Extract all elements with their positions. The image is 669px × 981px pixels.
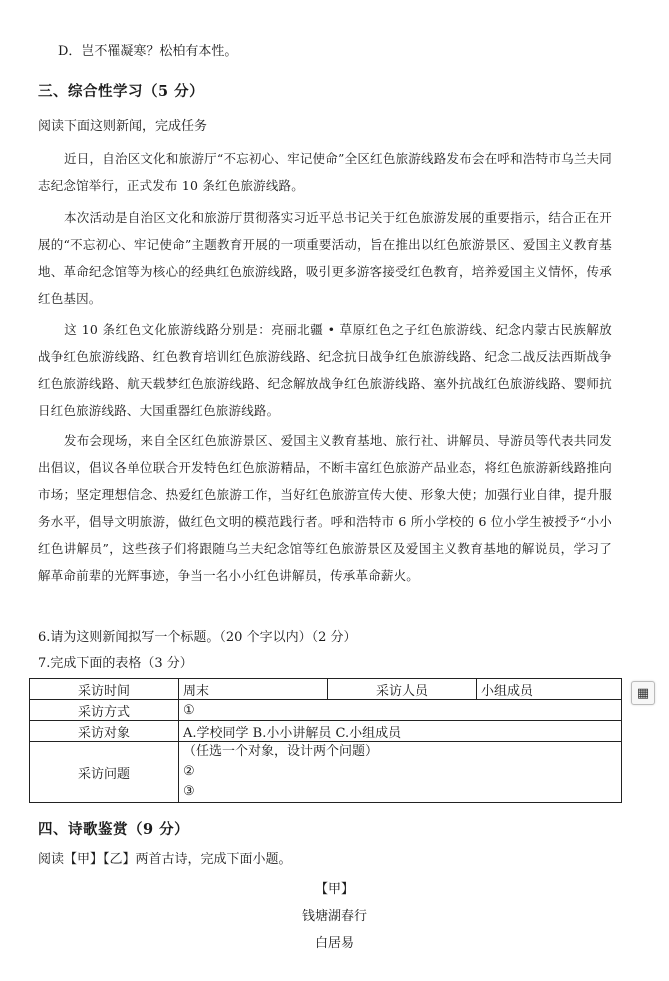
poem-author: 白居易 bbox=[314, 936, 354, 951]
method-label: 采访方式 bbox=[30, 700, 179, 721]
section3-title: 三、综合性学习（5 分） bbox=[38, 83, 205, 100]
section4-title: 四、诗歌鉴赏（9 分） bbox=[38, 821, 190, 838]
table-row bbox=[30, 721, 622, 742]
news-paragraph-4 bbox=[38, 427, 612, 589]
question-3: ③ bbox=[183, 784, 195, 799]
news-paragraph-3 bbox=[38, 316, 612, 424]
news-paragraph-1 bbox=[38, 145, 612, 199]
news-paragraph-1-text: 近日，自治区文化和旅游厅“不忘初心、牢记使命”全区红色旅游线路发布会在呼和浩特市乌兰夫同志纪念馆举行，正式发布 10 条红色旅游线路。 bbox=[38, 151, 612, 193]
news-paragraph-3-text: 这 10 条红色文化旅游线路分别是：亮丽北疆 • 草原红色之子红色旅游线、纪念内蒙古民族解放战争红色旅游线路、红色教育培训红色旅游线路、纪念抗日战争红色旅游线路、纪念二战反法西斯战争红色旅游线路、航天载梦红色旅游线路、纪念解放战争红色旅游线路、塞外抗战红色旅游线路、婴师抗日红色旅游线路、大国重器红色旅游线路。 bbox=[38, 322, 612, 418]
calculator-icon[interactable]: ▦ bbox=[631, 681, 655, 705]
question-7: 7.完成下面的表格（3 分） bbox=[38, 656, 193, 671]
poem-title: 钱塘湖春行 bbox=[301, 909, 367, 924]
question-6: 6.请为这则新闻拟写一个标题。（20 个字以内）（2 分） bbox=[38, 630, 357, 645]
question-label: 采访问题 bbox=[30, 742, 179, 803]
question-hint: （任选一个对象，设计两个问题） bbox=[183, 744, 379, 759]
table-row bbox=[30, 700, 622, 721]
option-d: D．岂不罹凝寒？松柏有本性。 bbox=[58, 44, 238, 59]
question-2: ② bbox=[183, 764, 195, 779]
table-row bbox=[30, 679, 622, 700]
news-paragraph-4-text: 发布会现场，来自全区红色旅游景区、爱国主义教育基地、旅行社、讲解员、导游员等代表共同发出倡议，倡议各单位联合开发特色红色旅游精品，不断丰富红色旅游产品业态，将红色旅游新线路推向市场；坚定理想信念、热爱红色旅游工作，当好红色旅游宣传大使、形象大使；加强行业自律，提升服务水平，倡导文明旅游，做红色文明的模范践行者。呼和浩特市 6 所小学校的 6 位小学生被授予“小小红色讲解员”，这些孩子们将跟随乌兰夫纪念馆等红色旅游景区及爱国主义教育基地的解说员，学习了解革命前辈的光辉事迹，争当一名小小红色讲解员，传承革命薪火。 bbox=[38, 433, 612, 583]
table-row bbox=[30, 742, 622, 803]
news-paragraph-2 bbox=[38, 204, 612, 312]
method-value[interactable]: ① bbox=[179, 700, 622, 721]
time-label: 采访时间 bbox=[30, 679, 179, 700]
target-label: 采访对象 bbox=[30, 721, 179, 742]
question-cell[interactable] bbox=[179, 742, 622, 803]
section3-intro: 阅读下面这则新闻，完成任务 bbox=[38, 119, 208, 134]
section4-intro: 阅读【甲】【乙】两首古诗，完成下面小题。 bbox=[38, 852, 292, 867]
person-value: 小组成员 bbox=[477, 679, 622, 700]
target-value: A.学校同学 B.小小讲解员 C.小组成员 bbox=[179, 721, 622, 742]
poem-tag: 【甲】 bbox=[314, 882, 354, 897]
time-value: 周末 bbox=[179, 679, 328, 700]
person-label: 采访人员 bbox=[328, 679, 477, 700]
news-paragraph-2-text: 本次活动是自治区文化和旅游厅贯彻落实习近平总书记关于红色旅游发展的重要指示，结合正在开展的“不忘初心、牢记使命”主题教育开展的一项重要活动，旨在推出以红色旅游景区、爱国主义教育基地、革命纪念馆等为核心的经典红色旅游线路，吸引更多游客接受红色教育，培养爱国主义情怀，传承红色基因。 bbox=[38, 210, 612, 306]
interview-table bbox=[29, 678, 622, 803]
